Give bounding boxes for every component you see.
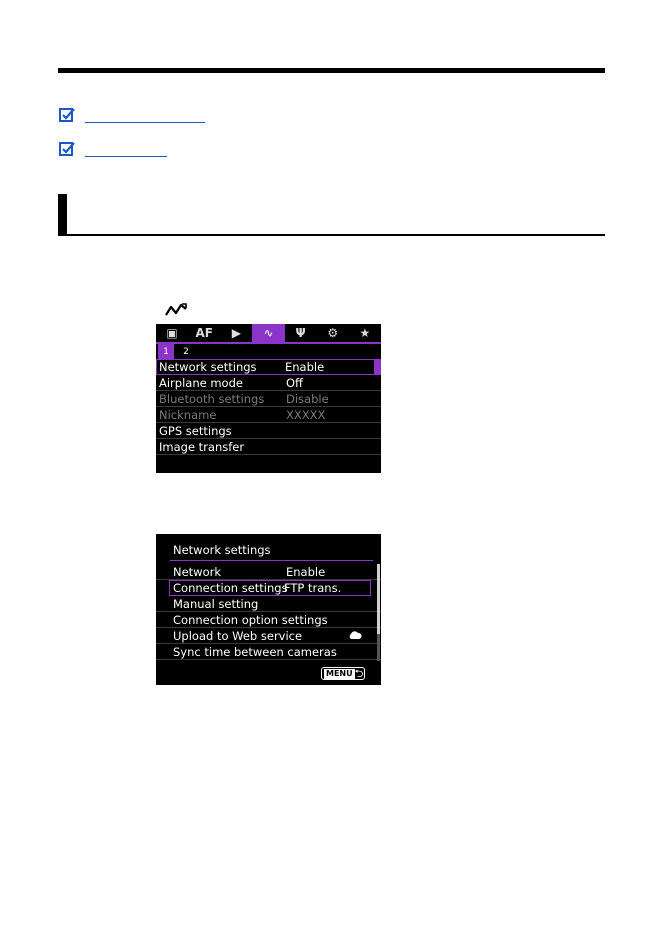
cloud-icon xyxy=(348,631,362,640)
menu-item-label: Nickname xyxy=(159,407,217,422)
menu-item-network[interactable] xyxy=(156,564,381,580)
menu-item-label: Image transfer xyxy=(159,439,245,454)
star-icon: ★ xyxy=(359,326,371,340)
playback-icon: ▶ xyxy=(231,326,241,340)
menu-item-label: Upload to Web service xyxy=(173,628,303,643)
section-bar xyxy=(58,194,67,234)
page-2[interactable]: 2 xyxy=(183,347,189,357)
section-heading xyxy=(58,194,605,236)
menu-item-label: Sync time between cameras xyxy=(173,644,337,659)
scrollbar-thumb[interactable] xyxy=(377,564,380,634)
menu-item-label: Manual setting xyxy=(173,596,259,611)
checkbox-edit-icon xyxy=(58,106,76,124)
menu-item-value: Enable xyxy=(286,564,326,579)
menu-item-label: Bluetooth settings xyxy=(159,391,265,406)
tab-af[interactable] xyxy=(188,324,220,342)
menu-item-value: Off xyxy=(286,375,303,390)
menu-tabs xyxy=(156,324,381,342)
menu-item-upload-web-service[interactable] xyxy=(156,628,381,644)
custom-function-icon: ⚙ xyxy=(327,326,339,340)
selection-marker xyxy=(374,359,381,375)
tab-playback[interactable] xyxy=(220,324,252,342)
menu-item-value: Enable xyxy=(285,360,325,374)
menu-item-value: Disable xyxy=(286,391,329,406)
tab-wireless[interactable] xyxy=(252,324,284,342)
link-text[interactable] xyxy=(85,108,205,123)
checkbox-edit-icon xyxy=(58,140,76,158)
top-rule xyxy=(58,68,605,73)
menu-item-image-transfer[interactable] xyxy=(156,439,381,455)
camera-menu-screen xyxy=(156,324,381,473)
tab-custom[interactable] xyxy=(317,324,349,342)
menu-item-network-settings[interactable] xyxy=(156,359,381,375)
link-text[interactable] xyxy=(85,142,167,157)
title-underline xyxy=(170,560,373,561)
return-icon: ⮌ xyxy=(354,667,364,680)
menu-item-label: GPS settings xyxy=(159,423,232,438)
link-item-1[interactable] xyxy=(58,106,205,124)
menu-item-label: Network settings xyxy=(159,360,257,374)
menu-item-sync-time[interactable] xyxy=(156,644,381,660)
page-1[interactable]: 1 xyxy=(158,344,174,360)
menu-item-connection-settings[interactable] xyxy=(169,580,371,596)
network-settings-screen xyxy=(156,534,381,685)
link-item-2[interactable] xyxy=(58,140,167,158)
step-text xyxy=(165,300,187,320)
menu-item-nickname xyxy=(156,407,381,423)
screen-title: Network settings xyxy=(173,543,271,557)
menu-item-label: Connection option settings xyxy=(173,612,328,627)
menu-item-airplane-mode[interactable] xyxy=(156,375,381,391)
menu-item-bluetooth-settings xyxy=(156,391,381,407)
camera-icon: ▣ xyxy=(166,326,178,340)
menu-item-label: Airplane mode xyxy=(159,375,243,390)
wrench-icon: Ψ xyxy=(295,326,306,340)
menu-item-connection-option-settings[interactable] xyxy=(156,612,381,628)
menu-item-value: FTP trans. xyxy=(284,581,342,595)
menu-return-button[interactable] xyxy=(321,667,365,680)
tab-camera[interactable] xyxy=(156,324,188,342)
menu-item-gps-settings[interactable] xyxy=(156,423,381,439)
wireless-icon: ∿ xyxy=(263,326,274,340)
tab-setup[interactable] xyxy=(285,324,317,342)
menu-button-label: MENU xyxy=(326,668,353,678)
wireless-icon xyxy=(165,303,187,317)
menu-item-label: Connection settings xyxy=(173,581,288,595)
menu-item-value: XXXXX xyxy=(286,407,326,422)
menu-item-label: Network xyxy=(173,564,222,579)
tab-my-menu[interactable] xyxy=(349,324,381,342)
menu-item-manual-setting[interactable] xyxy=(156,596,381,612)
tab-af-label: AF xyxy=(195,326,213,340)
